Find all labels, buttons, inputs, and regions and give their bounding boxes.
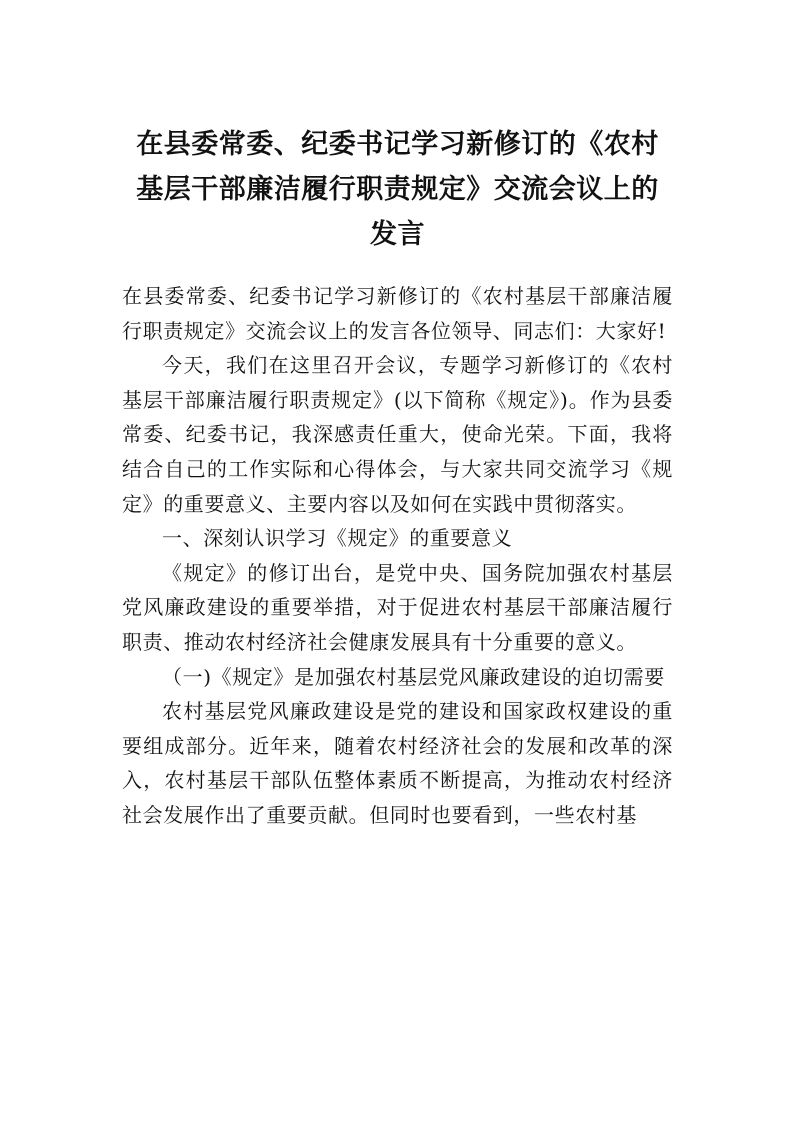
subsection-heading-1: （一)《规定》是加强农村基层党风廉政建设的迫切需要 — [162, 664, 665, 689]
title-line-3: 发言 — [370, 219, 425, 250]
title-line-2: 基层干部廉洁履行职责规定》交流会议上的 — [136, 174, 659, 205]
intro-paragraph: 今天，我们在这里召开会议，专题学习新修订的《农村基层干部廉洁履行职责规定》(以下简称《规定》)。作为县委常委、纪委书记，我深感责任重大，使命光荣。下面，我将结合自己的工作实际和心得体会，与大家共同交流学习《规定》的重要意义、主要内容以及如何在实践中贯彻落实。 — [122, 353, 673, 516]
section-heading-1: 一、深刻认识学习《规定》的重要意义 — [162, 526, 513, 551]
section-1-paragraph: 《规定》的修订出台，是党中央、国务院加强农村基层党风廉政建设的重要举措，对于促进农村基层干部廉洁履行职责、推动农村经济社会健康发展具有十分重要的意义。 — [122, 560, 673, 654]
opening-paragraph: 在县委常委、纪委书记学习新修订的《农村基层干部廉洁履行职责规定》交流会议上的发言各位领导、同志们：大家好! — [122, 284, 673, 343]
subsection-1-paragraph: 农村基层党风廉政建设是党的建设和国家政权建设的重要组成部分。近年来，随着农村经济社会的发展和改革的深入，农村基层干部队伍整体素质不断提高，为推动农村经济社会发展作出了重要贡献。但同时也要看到，一些农村基 — [122, 699, 673, 827]
document-title — [122, 122, 673, 257]
title-line-1: 在县委常委、纪委书记学习新修订的《农村 — [136, 129, 659, 160]
